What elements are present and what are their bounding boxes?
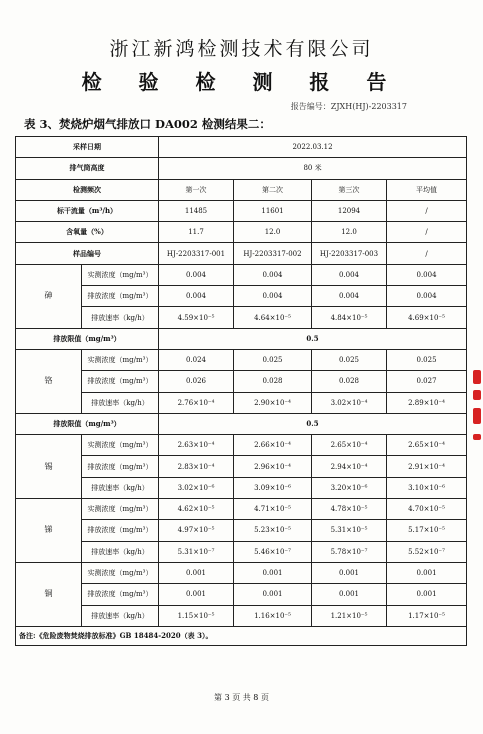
table-cell: 5.52×10⁻⁷ bbox=[387, 541, 467, 562]
row-label: 排放浓度（mg/m³） bbox=[82, 520, 159, 541]
table-row bbox=[16, 413, 467, 434]
row-label: 实测浓度（mg/m³） bbox=[82, 435, 159, 456]
table-cell: 0.004 bbox=[387, 264, 467, 285]
company-name: 浙江新鸿检测技术有限公司 bbox=[109, 38, 374, 60]
table-cell: 0.004 bbox=[159, 286, 234, 307]
table-cell: 0.001 bbox=[234, 584, 312, 605]
table-row bbox=[16, 562, 467, 583]
table-cell: HJ-2203317-002 bbox=[234, 243, 312, 264]
date-value: 2022.03.12 bbox=[159, 137, 467, 158]
table-cell: 0.025 bbox=[312, 349, 387, 370]
table-row bbox=[16, 392, 467, 413]
table-row bbox=[16, 626, 467, 645]
row-label: 排放浓度（mg/m³） bbox=[82, 584, 159, 605]
table-row bbox=[16, 584, 467, 605]
metal-name: 锑 bbox=[16, 499, 82, 563]
sample-label: 样品编号 bbox=[16, 243, 159, 264]
table-cell: 0.004 bbox=[387, 286, 467, 307]
table-row bbox=[16, 137, 467, 158]
table-row bbox=[16, 541, 467, 562]
table-cell: 1.16×10⁻⁵ bbox=[234, 605, 312, 626]
table-cell: 4.71×10⁻⁵ bbox=[234, 499, 312, 520]
table-cell: 2.89×10⁻⁴ bbox=[387, 392, 467, 413]
table-row bbox=[16, 371, 467, 392]
table-cell: 0.001 bbox=[387, 584, 467, 605]
table-row bbox=[16, 520, 467, 541]
table-cell: 2.94×10⁻⁴ bbox=[312, 456, 387, 477]
table-row bbox=[16, 499, 467, 520]
table-cell: 1.17×10⁻⁵ bbox=[387, 605, 467, 626]
table-cell: 0.004 bbox=[234, 286, 312, 307]
row-label: 排放速率（kg/h） bbox=[82, 541, 159, 562]
oxygen-label: 含氧量（%） bbox=[16, 222, 159, 243]
table-row bbox=[16, 264, 467, 285]
table-row bbox=[16, 605, 467, 626]
table-cell: 4.84×10⁻⁵ bbox=[312, 307, 387, 328]
metal-name: 锡 bbox=[16, 435, 82, 499]
limit-label: 排放限值（mg/m³） bbox=[16, 413, 159, 434]
row-label: 排放速率（kg/h） bbox=[82, 477, 159, 498]
table-cell: 4.59×10⁻⁵ bbox=[159, 307, 234, 328]
table-cell: 0.004 bbox=[159, 264, 234, 285]
table-cell: / bbox=[387, 243, 467, 264]
table-cell: 0.026 bbox=[159, 371, 234, 392]
table-cell: 5.46×10⁻⁷ bbox=[234, 541, 312, 562]
table-cell: 2.76×10⁻⁴ bbox=[159, 392, 234, 413]
table-row bbox=[16, 477, 467, 498]
table-cell: 0.004 bbox=[234, 264, 312, 285]
row-label: 实测浓度（mg/m³） bbox=[82, 349, 159, 370]
report-number: 报告编号：ZJXH(HJ)-2203317 bbox=[290, 102, 407, 111]
table-row bbox=[16, 456, 467, 477]
table-cell: 4.69×10⁻⁵ bbox=[387, 307, 467, 328]
table-cell: 0.004 bbox=[312, 264, 387, 285]
table-cell: 3.02×10⁻⁶ bbox=[159, 477, 234, 498]
table-cell: 1.21×10⁻⁵ bbox=[312, 605, 387, 626]
row-label: 排放浓度（mg/m³） bbox=[82, 286, 159, 307]
metal-name: 砷 bbox=[16, 264, 82, 328]
row-label: 排放浓度（mg/m³） bbox=[82, 456, 159, 477]
table-cell: 0.027 bbox=[387, 371, 467, 392]
table-cell: 2.90×10⁻⁴ bbox=[234, 392, 312, 413]
table-cell: 5.17×10⁻⁵ bbox=[387, 520, 467, 541]
table-cell: 0.001 bbox=[159, 562, 234, 583]
date-label: 采样日期 bbox=[16, 137, 159, 158]
table-title: 表 3、焚烧炉烟气排放口 DA002 检测结果二： bbox=[24, 117, 271, 131]
table-cell: 0.028 bbox=[312, 371, 387, 392]
metal-name: 铜 bbox=[16, 562, 82, 626]
table-cell: 3.10×10⁻⁶ bbox=[387, 477, 467, 498]
page-footer: 第 3 页 共 8 页 bbox=[214, 693, 269, 702]
table-cell: 0.001 bbox=[312, 584, 387, 605]
table-cell: 5.78×10⁻⁷ bbox=[312, 541, 387, 562]
row-label: 排放速率（kg/h） bbox=[82, 605, 159, 626]
table-row bbox=[16, 349, 467, 370]
table-cell: 2.91×10⁻⁴ bbox=[387, 456, 467, 477]
table-cell: / bbox=[387, 222, 467, 243]
table-cell: 3.02×10⁻⁴ bbox=[312, 392, 387, 413]
table-cell: 0.025 bbox=[234, 349, 312, 370]
column-header: 平均值 bbox=[387, 179, 467, 200]
table-cell: HJ-2203317-001 bbox=[159, 243, 234, 264]
frequency-label: 检测频次 bbox=[16, 179, 159, 200]
table-cell: 0.028 bbox=[234, 371, 312, 392]
table-cell: 2.96×10⁻⁴ bbox=[234, 456, 312, 477]
table-cell: 4.64×10⁻⁵ bbox=[234, 307, 312, 328]
table-cell: / bbox=[387, 200, 467, 221]
table-cell: 0.001 bbox=[387, 562, 467, 583]
table-cell: 11485 bbox=[159, 200, 234, 221]
table-cell: 1.15×10⁻⁵ bbox=[159, 605, 234, 626]
table-cell: 4.78×10⁻⁵ bbox=[312, 499, 387, 520]
table-cell: 2.65×10⁻⁴ bbox=[312, 435, 387, 456]
column-header: 第一次 bbox=[159, 179, 234, 200]
table-row bbox=[16, 222, 467, 243]
height-label: 排气筒高度 bbox=[16, 158, 159, 179]
table-row bbox=[16, 179, 467, 200]
table-cell: 0.001 bbox=[234, 562, 312, 583]
height-value: 80 米 bbox=[159, 158, 467, 179]
flow-label: 标干流量（m³/h） bbox=[16, 200, 159, 221]
stamp-edge-mark bbox=[471, 370, 483, 445]
column-header: 第三次 bbox=[312, 179, 387, 200]
table-cell: 0.001 bbox=[312, 562, 387, 583]
table-cell: 0.024 bbox=[159, 349, 234, 370]
limit-value: 0.5 bbox=[159, 328, 467, 349]
table-cell: 3.09×10⁻⁶ bbox=[234, 477, 312, 498]
table-row bbox=[16, 307, 467, 328]
table-row bbox=[16, 435, 467, 456]
table-cell: 12.0 bbox=[312, 222, 387, 243]
table-cell: 0.004 bbox=[312, 286, 387, 307]
table-cell: 12094 bbox=[312, 200, 387, 221]
results-table bbox=[15, 136, 467, 646]
row-label: 实测浓度（mg/m³） bbox=[82, 264, 159, 285]
row-label: 排放速率（kg/h） bbox=[82, 307, 159, 328]
row-label: 实测浓度（mg/m³） bbox=[82, 562, 159, 583]
metal-name: 铬 bbox=[16, 349, 82, 413]
table-cell: 11601 bbox=[234, 200, 312, 221]
table-note: 备注:《危险废物焚烧排放标准》GB 18484-2020（表 3）。 bbox=[16, 626, 467, 645]
table-row bbox=[16, 200, 467, 221]
table-cell: 5.31×10⁻⁷ bbox=[159, 541, 234, 562]
table-cell: 2.83×10⁻⁴ bbox=[159, 456, 234, 477]
table-cell: 2.63×10⁻⁴ bbox=[159, 435, 234, 456]
row-label: 实测浓度（mg/m³） bbox=[82, 499, 159, 520]
table-cell: 2.65×10⁻⁴ bbox=[387, 435, 467, 456]
table-cell: 5.31×10⁻⁵ bbox=[312, 520, 387, 541]
table-cell: 4.97×10⁻⁵ bbox=[159, 520, 234, 541]
table-cell: 5.23×10⁻⁵ bbox=[234, 520, 312, 541]
limit-value: 0.5 bbox=[159, 413, 467, 434]
table-cell: 4.70×10⁻⁵ bbox=[387, 499, 467, 520]
table-cell: 3.20×10⁻⁶ bbox=[312, 477, 387, 498]
table-cell: 0.001 bbox=[159, 584, 234, 605]
table-cell: 0.025 bbox=[387, 349, 467, 370]
table-row bbox=[16, 243, 467, 264]
table-row bbox=[16, 286, 467, 307]
report-title: 检 验 检 测 报 告 bbox=[81, 70, 402, 94]
row-label: 排放速率（kg/h） bbox=[82, 392, 159, 413]
column-header: 第二次 bbox=[234, 179, 312, 200]
table-cell: HJ-2203317-003 bbox=[312, 243, 387, 264]
table-row bbox=[16, 158, 467, 179]
limit-label: 排放限值（mg/m³） bbox=[16, 328, 159, 349]
row-label: 排放浓度（mg/m³） bbox=[82, 371, 159, 392]
table-row bbox=[16, 328, 467, 349]
table-cell: 11.7 bbox=[159, 222, 234, 243]
table-cell: 4.62×10⁻⁵ bbox=[159, 499, 234, 520]
table-cell: 12.0 bbox=[234, 222, 312, 243]
table-cell: 2.66×10⁻⁴ bbox=[234, 435, 312, 456]
